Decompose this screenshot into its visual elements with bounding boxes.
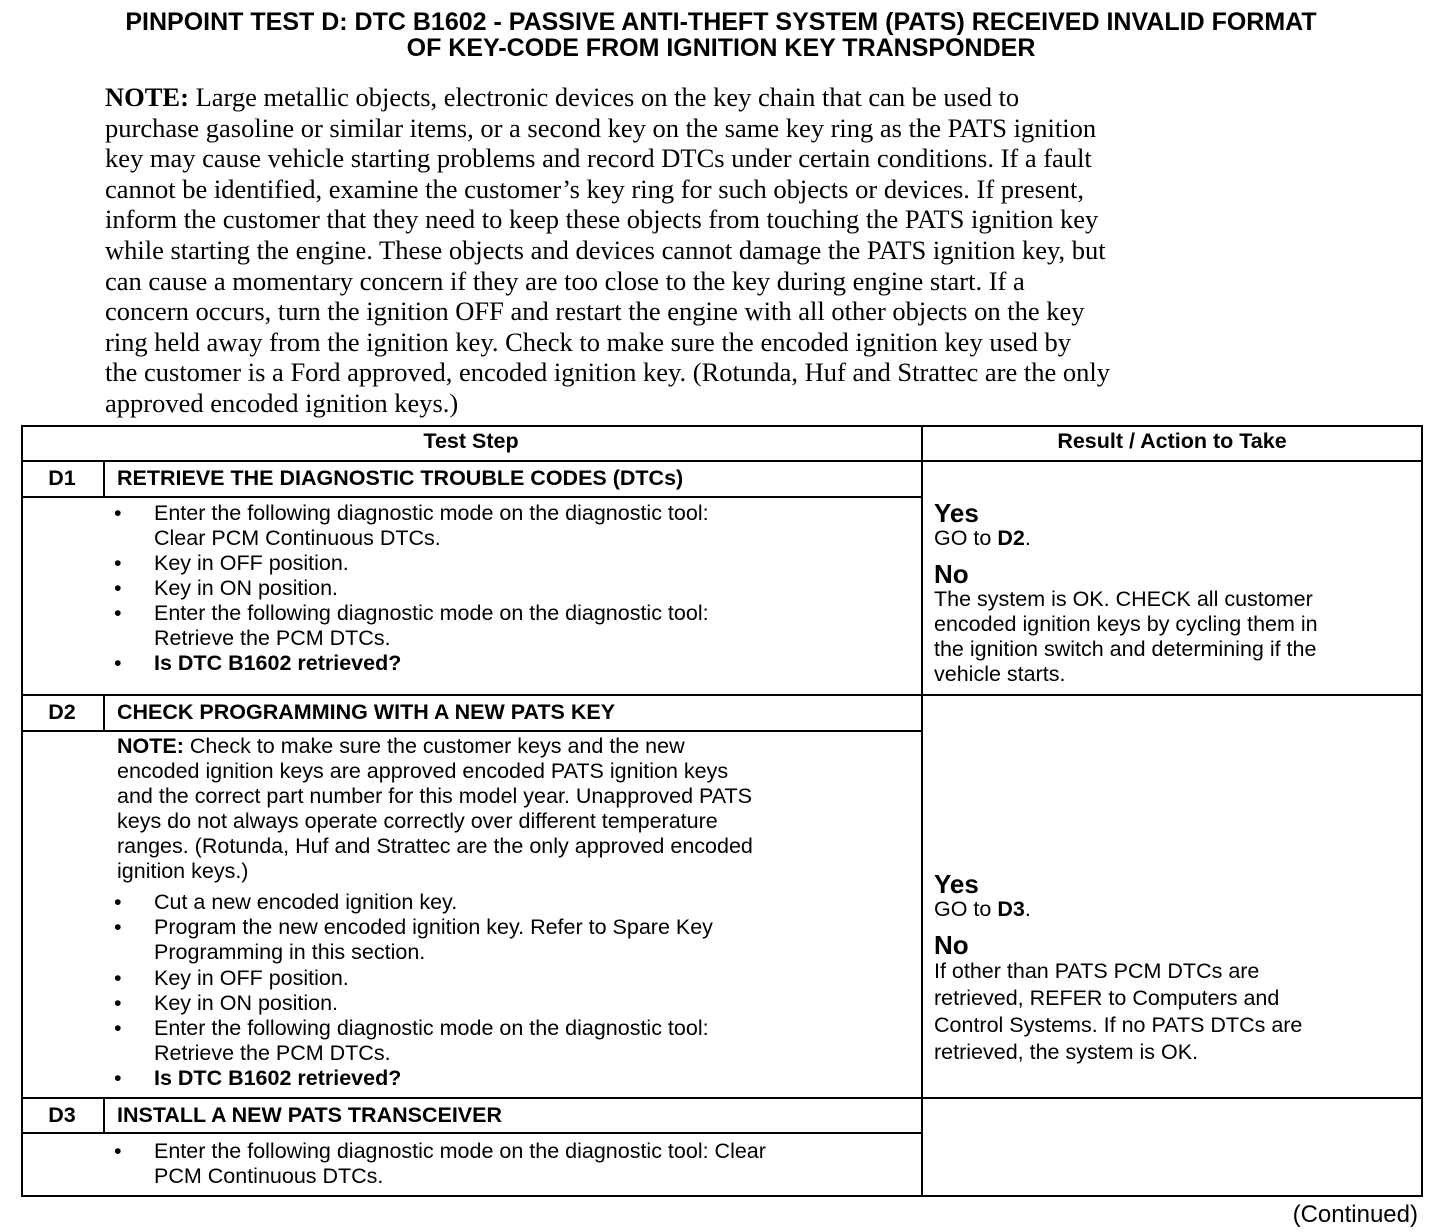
note-label: NOTE: (105, 82, 189, 112)
d2-yes-label: Yes (934, 869, 979, 899)
note-line: purchase gasoline or similar items, or a second key on the same key ring as the PATS ignition (105, 112, 1097, 143)
table-border-right (1421, 425, 1423, 1197)
d2-bullet-1: Cut a new encoded ignition key. (154, 890, 458, 914)
bullet-icon: • (114, 1066, 122, 1090)
column-divider (921, 425, 923, 1197)
d1-id-divider (103, 461, 105, 497)
d1-bullet-3: Key in ON position. (154, 576, 339, 600)
d2-no-action: If other than PATS PCM DTCs are retrieved, REFER to Computers and Control Systems. If no PATS DTCs are retrieved, the system is OK. (934, 959, 1303, 1064)
d2-question: Is DTC B1602 retrieved? (154, 1066, 402, 1090)
bullet-icon: • (114, 576, 122, 600)
bullet-icon: • (114, 915, 122, 939)
d1-yes-action: GO to D2. (934, 526, 1031, 550)
d2-no-label: No (934, 930, 969, 960)
d2-bullet-5: Enter the following diagnostic mode on the diagnostic tool: Retrieve the PCM DTCs. (154, 1016, 709, 1065)
d2-yes-action: GO to D3. (934, 897, 1031, 921)
page-title (0, 9, 1442, 61)
note-line: inform the customer that they need to keep these objects from touching the PATS ignition key (105, 204, 1099, 235)
d1-title-rule (21, 496, 922, 498)
d1-yes-label: Yes (934, 498, 979, 528)
bullet-icon: • (114, 890, 122, 914)
step-id-d1: D1 (48, 466, 76, 490)
note-line: NOTE: Large metallic objects, electronic devices on the key chain that can be used to (105, 82, 1020, 112)
bullet-icon: • (114, 1016, 122, 1040)
bullet-icon: • (114, 501, 122, 525)
title-line-2: OF KEY-CODE FROM IGNITION KEY TRANSPONDER (406, 34, 1036, 62)
header-result-action: Result / Action to Take (1057, 429, 1287, 453)
bullet-icon: • (114, 991, 122, 1015)
step-id-d2: D2 (48, 700, 76, 724)
note-line: the customer is a Ford approved, encoded ignition key. (Rotunda, Huf and Strattec are the only (105, 357, 1111, 388)
note-line: ring held away from the ignition key. Check to make sure the encoded ignition key used by (105, 326, 1072, 357)
d2-bullet-2: Program the new encoded ignition key. Refer to Spare Key Programming in this section. (154, 915, 713, 964)
bullet-icon: • (114, 651, 122, 675)
d2-id-divider (103, 695, 105, 731)
note-line: can cause a momentary concern if they are too close to the key during engine start. If a (105, 265, 1025, 296)
step-id-d3: D3 (48, 1103, 76, 1127)
d3-id-divider (103, 1098, 105, 1133)
d1-bullet-1: Enter the following diagnostic mode on the diagnostic tool: Clear PCM Continuous DTCs. (154, 501, 709, 550)
d2-note: NOTE: Check to make sure the customer keys and the new encoded ignition keys are approved encoded PATS ignition keys and the correct part number for this model year. Unapproved PATS keys do not always operate correctly over different temperature ranges. (Rotunda, Huf and Strattec are the only approved encoded ignition keys.) (117, 734, 753, 883)
d1-bullet-2: Key in OFF position. (154, 551, 349, 575)
d1-bullet-4: Enter the following diagnostic mode on the diagnostic tool: Retrieve the PCM DTCs. (154, 601, 709, 650)
d2-title-rule (21, 730, 922, 732)
d1-no-label: No (934, 559, 969, 589)
note-line: while starting the engine. These objects and devices cannot damage the PATS ignition key, but (105, 234, 1106, 265)
bullet-icon: • (114, 601, 122, 625)
d1-no-action: The system is OK. CHECK all customer encoded ignition keys by cycling them in the ignition switch and determining if the vehicle starts. (934, 587, 1318, 686)
step-title-d2: CHECK PROGRAMMING WITH A NEW PATS KEY (117, 700, 616, 724)
bullet-icon: • (114, 1139, 122, 1163)
note-line: concern occurs, turn the ignition OFF and restart the engine with all other objects on the key (105, 296, 1085, 327)
note-line: key may cause vehicle starting problems and record DTCs under certain conditions. If a fault (105, 143, 1092, 174)
step-title-d3: INSTALL A NEW PATS TRANSCEIVER (117, 1103, 503, 1127)
note-line: cannot be identified, examine the customer’s key ring for such objects or devices. If present, (105, 173, 1084, 204)
continued-label: (Continued) (1292, 1201, 1418, 1228)
note-line: approved encoded ignition keys.) (105, 387, 459, 418)
step-title-d1: RETRIEVE THE DIAGNOSTIC TROUBLE CODES (DTCs) (117, 466, 684, 490)
header-test-step: Test Step (423, 429, 519, 453)
table-border-left (21, 425, 23, 1197)
table-border-bottom (21, 1195, 1423, 1197)
d2-bullet-3: Key in OFF position. (154, 966, 349, 990)
d2-bullet-4: Key in ON position. (154, 991, 339, 1015)
d3-bullet-1: Enter the following diagnostic mode on the diagnostic tool: Clear PCM Continuous DTCs. (154, 1139, 766, 1188)
title-line-1: PINPOINT TEST D: DTC B1602 - PASSIVE ANTI-THEFT SYSTEM (PATS) RECEIVED INVALID FORMAT (125, 8, 1317, 36)
d2-note-label: NOTE: (117, 734, 184, 758)
bullet-icon: • (114, 966, 122, 990)
pinpoint-test-table (21, 425, 1423, 1197)
d1-question: Is DTC B1602 retrieved? (154, 651, 402, 675)
bullet-icon: • (114, 551, 122, 575)
intro-note (105, 82, 1405, 419)
